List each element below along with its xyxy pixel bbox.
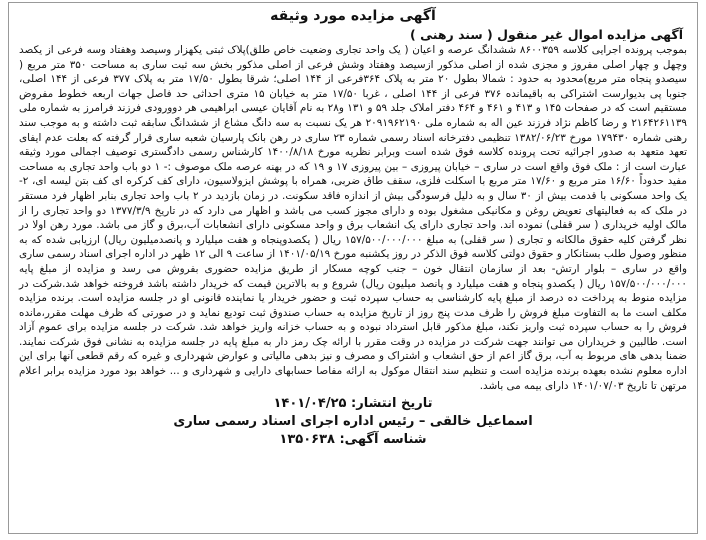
notice-footer [19, 395, 687, 449]
signature: اسماعیل خالقی – رئیس اداره اجرای اسناد رسمی ساری [173, 414, 533, 430]
notice-title: آگهی مزایده مورد وثیقه [270, 8, 436, 24]
notice-body: بموجب پرونده اجرایی کلاسه ۸۶۰۰۳۵۹ ششدانگ عرصه و اعیان ( یک واحد تجاری وضعیت خاص طلق)پلاک ثبتی یکهزار وسیصد وهفتاد وسه فرعی از یکصد وچهل و چهار اصلی مفروز و مجزی شده از اصلی مذکور ازسیصد وهفتاد وشش فرعی از اصلی مذکور بخش سه ثبت ساری به مساحت ۳۵۰ متر مربع ( سیصدو پنجاه متر مربع)محدود به حدود : شمالا بطول ۲۰ متر به پلاک ۳۶۴فرعی از ۱۴۴ اصلی؛ شرقا بطول ۱۷/۵۰ متر به پلاک ۳۷۷ فرعی از ۱۴۴ اصلی، جنوبا پی بدیوارست اشتراکی به باقیمانده ۳۷۶ فرعی از ۱۴۴ اصلی ، غربا ۱۷/۵۰ متر به خیابان ۱۵ متری احداثی حد فاصل جهات اربعه خطوط مفروض مستقیم است که در صفحات ۱۴۵ و ۴۱۳ و ۴۶۱ و ۴۶۴ دفتر املاک جلد ۵۹ و ۱۳۱ و۲۸ به نام آقایان عیسی ابراهیمی هر دوورودی فرزند فرامرز به شماره ملی ۲۱۶۴۲۶۱۱۳۹ و رضا کاظم نژاد فرزند عین اله به شماره ملی ۲۰۹۱۹۶۲۱۹۰ هر یک نسبت به سه دانگ مشاع از ششدانگ سابقه ثبت داشته و به موجب سند رهنی شماره ۱۷۹۴۳۰ مورخ ۱۳۸۲/۰۶/۲۳ تنظیمی دفترخانه اسناد رسمی شماره ۲۳ ساری در رهن بانک پارسیان شعبه ساری قرار گرفته که بعلت عدم ایفای تعهد متعهد به صدور اجرائیه تحت پرونده کلاسه فوق شده است وبرابر نظریه مورخ ۱۴۰۰/۸/۱۸ کارشناس رسمی دادگستری توصیف اجمالی مورد وثیقه عبارت است از : ملک فوق واقع است در ساری – خیابان پیروزی – بین پیروزی ۱۷ و ۱۹ که در بهنه عرصه ملک موصوف :- ۱ دو باب واحد تجاری به مساحت مفید حدوداً ۱۶/۶۰ متر مربع و ۱۷/۶۰ متر مربع با اسکلت فلزی، سقف طاق ضربی، همراه با پوشش ایزولاسیون، دارای کف کرکره ای کف بتن لیسه ای، ۲- یک واحد مسکونی با قدمت بیش از ۳۰ سال و به دلیل فرسودگی بیش از اندازه فاقد سکونت. در زمان بازدید در ۲ باب واحد تجاری بنابر اظهار فرد مستقر در ملک که به فعالیتهای تعویض روغن و مکانیکی مشغول بوده و دارای مجوز کسب می باشد و اظهار می دارد که در تاریخ ۱۳۷۷/۳/۹ دو واحد تجاری را از مالک اولیه خریداری ( سر قفلی) نموده اند. واحد تجاری دارای یک انشعاب برق و واحد مسکونی دارای انشعابات آب،برق و گاز می باشد. مورد رهن اولا در نظر گرفتن کلیه حقوق مالکانه و تجاری ( سر قفلی) به مبلغ ۱۵۷/۵۰۰/۰۰۰/۰۰۰ ریال ( یکصدوپنجاه و هفت میلیارد و پانصدمیلیون ریال) ارزیابی شده که به منظور وصول طلب بستانکار و حقوق دولتی کلاسه فوق الذکر در روز یکشنبه مورخ ۱۴۰۱/۰۵/۱۹ از ساعت ۹ الی ۱۲ ظهر در اداره اجرای اسناد رسمی ساری واقع در ساری – بلوار ارتش- بعد از سازمان انتقال خون – جنب کوچه مسکار از طریق مزایده حضوری بفروش می رسد و مزایده از مبلغ پایه ۱۵۷/۵۰۰/۰۰۰/۰۰۰ ریال ( یکصدو پنجاه و هفت میلیارد و پانصد میلیون ریال) شروع و به بالاترین قیمت که خریدار داشته باشد فروخته خواهد شد.شرکت در مزایده منوط به پرداخت ده درصد از مبلغ پایه کارشناسی به حساب سپرده ثبت و حضور خریدار یا نماینده قانونی او در جلسه مزایده است. برنده مزایده مکلف است ما به التفاوت مبلغ فروش را ظرف مدت پنج روز از تاریخ مزایده به حساب صندوق ثبت تودیع نماید و در صورتی که ظرف مهلت مقرر،مانده فروش را به حساب سپرده ثبت واریز نکند، مبلغ مذکور قابل استرداد نبوده و به حساب خزانه واریز خواهد شد. شرکت در جلسه مزایده برای عموم آزاد است. طالبین و خریداران می توانند جهت شرکت در مزایده در وقت مقرر با ارائه چک رمز دار به مبلغ پایه در جلسه مزایده به نشانی فوق شرکت نمایند. ضمنا بدهی های مربوط به آب، برق گاز اعم از حق انشعاب و اشتراک و مصرف و نیز بدهی مالیاتی و عوارض شهرداری و غیره که رقم قطعی آنها برای این اداره معلوم نشده بعهده برنده مزایده است و تنظیم سند انتقال موکول به ارائه مفاصا حسابهای دارایی و شهرداری و ... خواهد بود مورد مزایده برابر اعلام مرتهن تا تاریخ ۱۴۰۱/۰۷/۰۳ دارای بیمه می باشد. [19, 44, 688, 392]
auction-notice [8, 2, 698, 534]
ad-id: شناسه آگهی: ۱۳۵۰۶۳۸ [279, 432, 427, 448]
notice-subtitle: آگهی مزایده اموال غیر منقول ( سند رهنی ) [410, 27, 683, 42]
publish-date: تاریخ انتشار: ۱۴۰۱/۰۴/۲۵ [273, 396, 433, 412]
